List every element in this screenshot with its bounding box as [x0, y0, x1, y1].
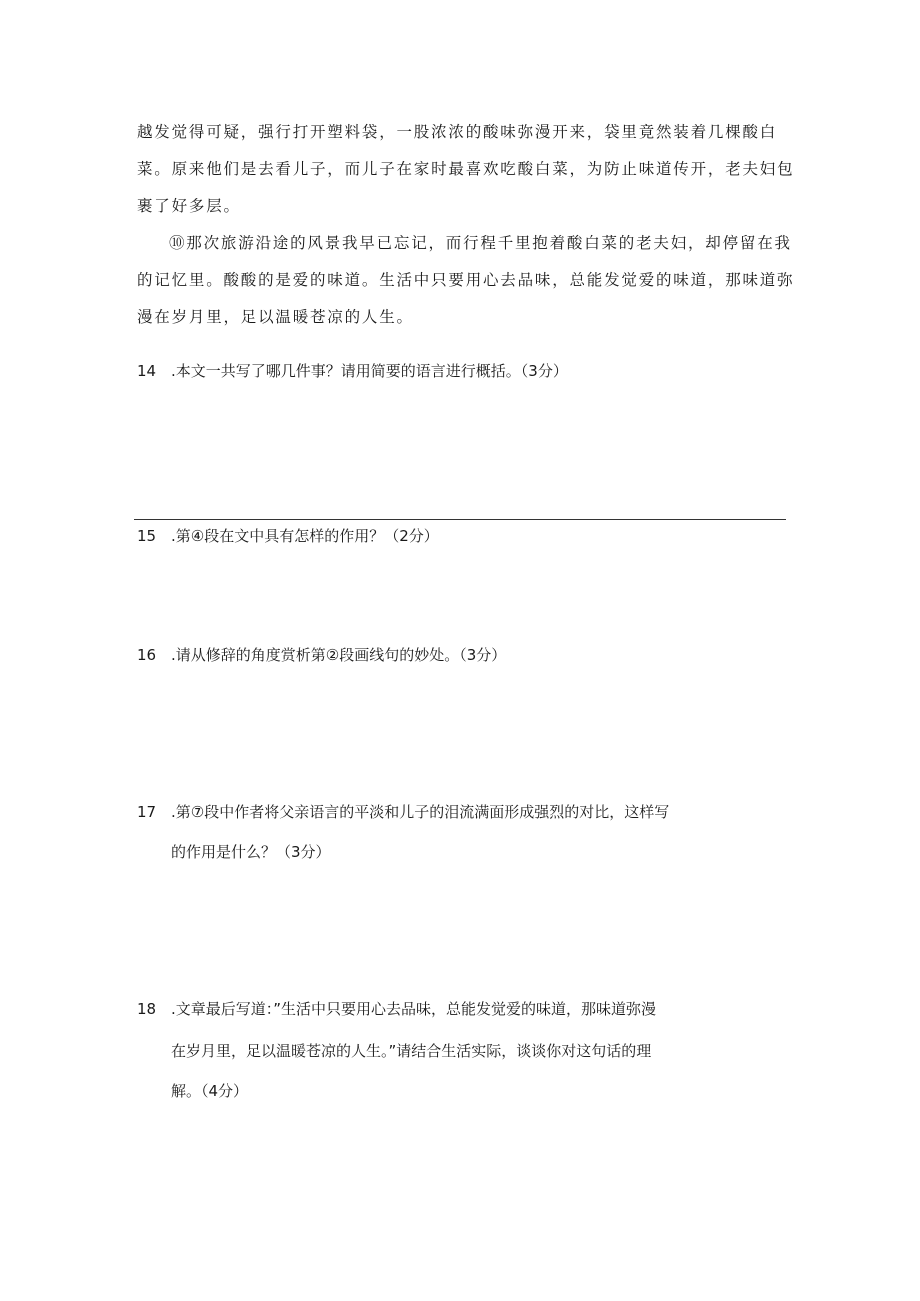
- question-text: .文章最后写道：”生活中只要用心去品味，总能发觉爱的味道，那味道弥漫: [171, 1000, 657, 1018]
- question-14: [137, 361, 568, 381]
- question-18: [137, 999, 656, 1019]
- answer-line: [134, 519, 786, 520]
- question-number: 18: [137, 1000, 157, 1018]
- question-17-continued: 的作用是什么？（3分）: [171, 843, 331, 861]
- question-18-continued-2: 解。（4分）: [171, 1082, 249, 1100]
- question-18-continued-1: 在岁月里，足以温暖苍凉的人生。”请结合生活实际，谈谈你对这句话的理: [171, 1042, 652, 1060]
- question-number: 16: [137, 646, 157, 664]
- question-number: 14: [137, 362, 157, 380]
- question-number: 15: [137, 527, 157, 545]
- question-text: .本文一共写了哪几件事？请用简要的语言进行概括。（3分）: [171, 362, 568, 380]
- paragraph-10-text: ⑩那次旅游沿途的风景我早已忘记，而行程千里抱着酸白菜的老夫妇，却停留在我的记忆里。酸酸的是爱的味道。生活中只要用心去品味，总能发觉爱的味道，那味道弥漫在岁月里，足以温暖苍凉的人生。: [137, 234, 795, 326]
- question-text: .请从修辞的角度赏析第②段画线句的妙处。（3分）: [171, 646, 507, 664]
- question-text: .第④段在文中具有怎样的作用？（2分）: [171, 527, 439, 545]
- question-number: 17: [137, 803, 157, 821]
- passage-paragraph-10: [137, 225, 797, 336]
- question-15: [137, 526, 439, 546]
- question-text: .第⑦段中作者将父亲语言的平淡和儿子的泪流满面形成强烈的对比，这样写: [171, 803, 670, 821]
- passage-paragraph-continued: 越发觉得可疑，强行打开塑料袋，一股浓浓的酸味弥漫开来，袋里竟然装着几棵酸白菜。原来他们是去看儿子，而儿子在家时最喜欢吃酸白菜，为防止味道传开，老夫妇包裹了好多层。: [137, 123, 795, 215]
- question-16: [137, 645, 506, 665]
- question-17: [137, 802, 669, 822]
